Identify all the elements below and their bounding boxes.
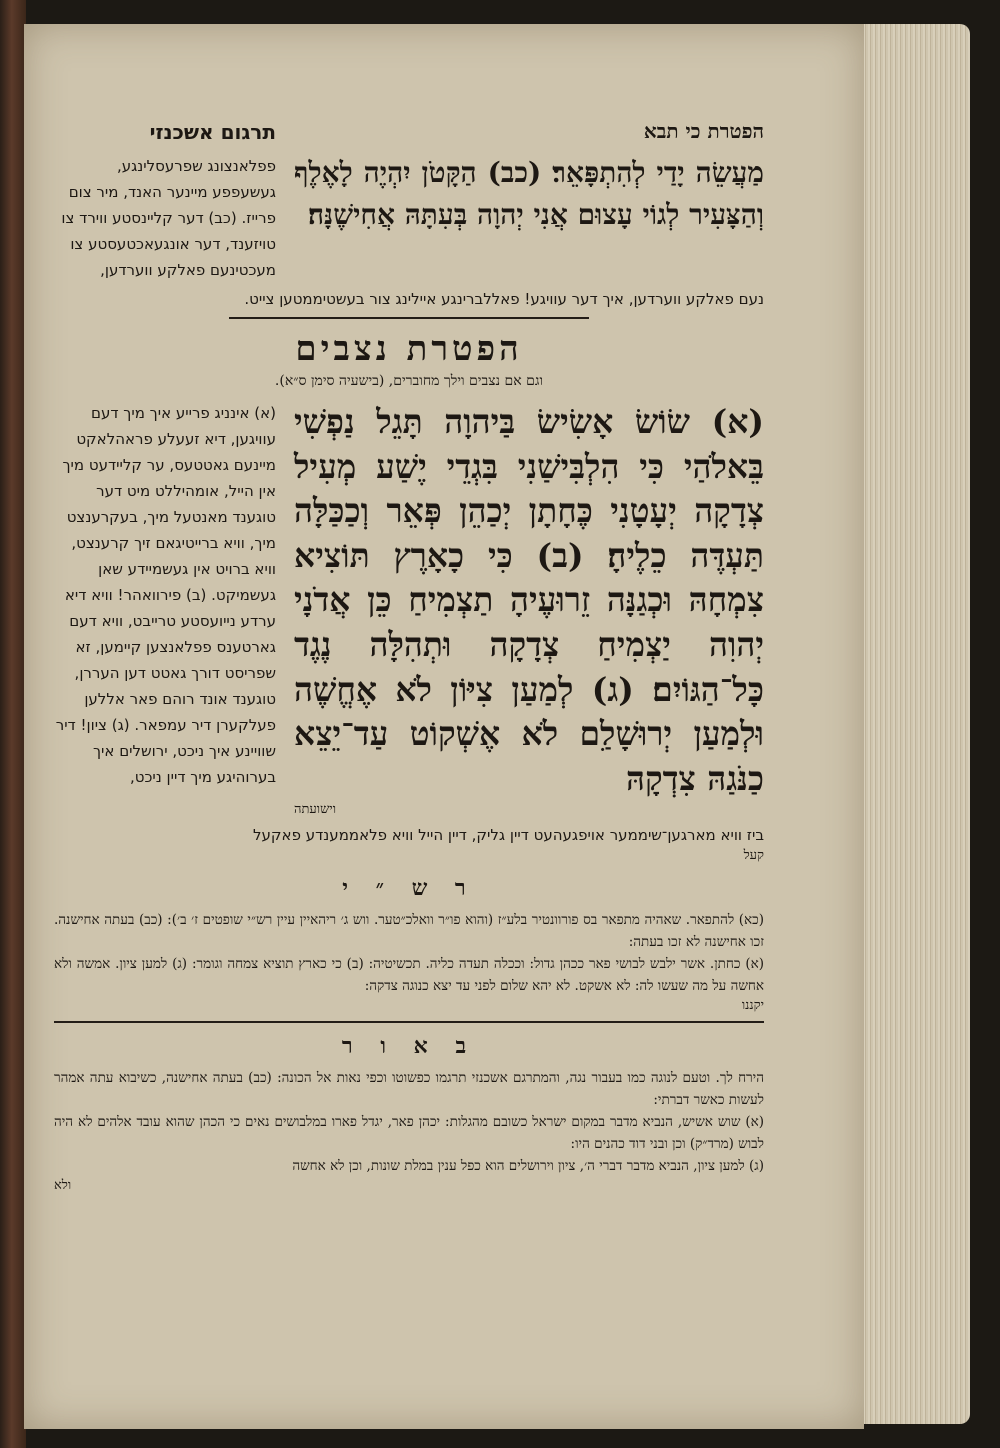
haftarah-subtitle: וגם אם נצבים וילך מחוברים, (בישעיה סימן ס״א). — [274, 373, 544, 389]
book-page — [24, 24, 864, 1429]
top-yiddish-column — [54, 119, 276, 283]
top-yiddish-translation: פפלאנצונג שפרעסלינגע, געשעפפע מיינער האנד, מיר צום פרייז. (כב) דער קליינסטע ווירד צו טויזענד, דער אונגעאכטעסטע צו מעכטינעם פאלקע ווערדען, — [61, 157, 276, 279]
main-hebrew-verses: (א) שׂוֹשׂ אָשִׂישׂ בַּיהוָה תָּגֵל נַפְשִׁי בֵּאלֹהַי כִּי הִלְבִּישַׁנִי בִּגְדֵי יֶשַׁע מְעִיל צְדָקָה יְעָטָנִי כֶּחָתָן יְכַהֵן פְּאֵר וְכַכַּלָּה תַּעְדֶּה כֵלֶיהָ׃ (ב) כִּי כָאָרֶץ תּוֹצִיא צִמְחָהּ וּכְגַנָּה זֵרוּעֶיהָ תַצְמִיחַ כֵּן אֲדֹנָי יְהוִה יַצְמִיחַ צְדָקָה וּתְהִלָּה נֶגֶד כָּל־הַגּוֹיִם׃ (ג) לְמַעַן צִיּוֹן לֹא אֶחֱשֶׁה וּלְמַעַן יְרוּשָׁלִַם לֹא אֶשְׁקוֹט עַד־יֵצֵא כַנֹּגַהּ צִדְקָהּ — [294, 402, 764, 798]
biur-catchword: ולא — [54, 1178, 72, 1194]
yiddish-catchword: קעל — [743, 848, 764, 864]
biur-line: הירח לך. וטעם לנוגה כמו בעבור נגה, והמתרגם אשכנזי תרגמו כפשוטו וכפי נאות אל הכונה: (כב) בעתה אחישנה, כשיבוא עתה אמהר לעשות כאשר דברתי: — [54, 1070, 764, 1109]
main-hebrew-column — [294, 400, 764, 819]
haftarah-title: הפטרת נצבים — [295, 329, 523, 369]
top-fullwidth-line: נעם פאלקע ווערדען, איך דער עוויגע! פאללברינגע איילינג צור בעשטיממטען צייט. — [244, 290, 764, 308]
book-spine — [0, 0, 26, 1448]
top-section — [54, 119, 764, 283]
main-yiddish-translation: (א) אינניג פרייע איך מיך דעם עוויגען, דיא זעעלע פראהלאקט מיינעם גאטטעס, ער קליידעט מיך אין הייל, אומהיללט מיט דער טוגענד מאנטעל מיך, בעקרענצט מיך, וויא ברייטיגאם זיך קרענצט, וויא ברויט אין געשמיידע שאן געשמיקט. (ב) פירוואהר! וויא דיא ערדע נייועסטע טרייבט, וויא דעם גארטענס פפלאנצען קיימען, זא שפריסט דורך גאטט דען העררן, טוגענד אונד רוהם פאר אללען פעלקערן דיר עמפאר. (ג) ציון! דיר שוויינע איך ניכט, ירושלים איך בערוהיגע מיך דיין ניכט, — [55, 404, 276, 786]
main-fullwidth-line: ביז וויא מארגען־שיממער אויפגעהעט דיין גליק, דיין הייל וויא פלאממענדע פאקעל — [253, 826, 764, 845]
page-text-block — [54, 119, 764, 1195]
biur-text — [54, 1067, 764, 1177]
divider-rule — [54, 1021, 764, 1023]
top-hebrew-column — [294, 119, 764, 283]
hebrew-running-header: הפטרת כי תבא — [643, 119, 764, 143]
rashi-heading: ר ש ״ י — [342, 875, 476, 902]
main-yiddish-column — [54, 400, 276, 819]
yiddish-running-header: תרגום אשכנזי — [149, 120, 276, 144]
biur-line: (ג) למען ציון, הנביא מדבר דברי ה׳, ציון וירושלים הוא כפל ענין במלת שונות, וכן לא אחשה — [292, 1158, 764, 1175]
page-edges — [858, 24, 970, 1424]
rashi-line: (כא) להתפאר. שאהיה מתפאר בס פורוונטיר בלע״ז (והוא פו״ר וואלכ״טער. ווש ג׳ ריהאיין עיין רש״י שופטים ז׳ ב׳): (כב) בעתה אחישנה. זכו אחישנה לא זכו בעתה: — [54, 912, 764, 951]
rashi-line: (א) כחתן. אשר ילבש לבושי פאר ככהן גדול: וככלה תעדה כליה. תכשיטיה: (ב) כי כארץ תוציא צמחה וגומר: (ג) למען ציון. אמשה ולא אחשה על מה שעשו לה: לא אשקט. לא יהא שלום לפני עד יצא כנוגה צדקה: — [54, 956, 764, 995]
biur-heading: ב א ו ר — [341, 1033, 477, 1060]
biur-line: (א) שוש אשיש, הנביא מדבר במקום ישראל כשובם מהגלות: יכהן פאר, יגדל פארו במלבושים נאים כי הכהן שהוא עובד אלהים לא היה לבוש (מרד״ק) וכן ובני דוד כהנים היו: — [54, 1114, 764, 1153]
top-hebrew-verse: מַעֲשֵׂה יָדַי לְהִתְפָּאֵר׃ (כב) הַקָּטֹן יִהְיֶה לָאֶלֶף וְהַצָּעִיר לְגוֹי עָצוּם אֲנִי יְהוָה בְּעִתָּהּ אֲחִישֶׁנָּה׃ — [294, 156, 764, 231]
biur-commentary — [54, 1033, 764, 1195]
hebrew-catchword: וישועתה — [294, 802, 337, 818]
rashi-commentary — [54, 875, 764, 1015]
rashi-catchword: יקננו — [741, 998, 764, 1014]
rashi-text — [54, 909, 764, 997]
main-section — [54, 400, 764, 819]
divider-rule — [229, 317, 589, 319]
